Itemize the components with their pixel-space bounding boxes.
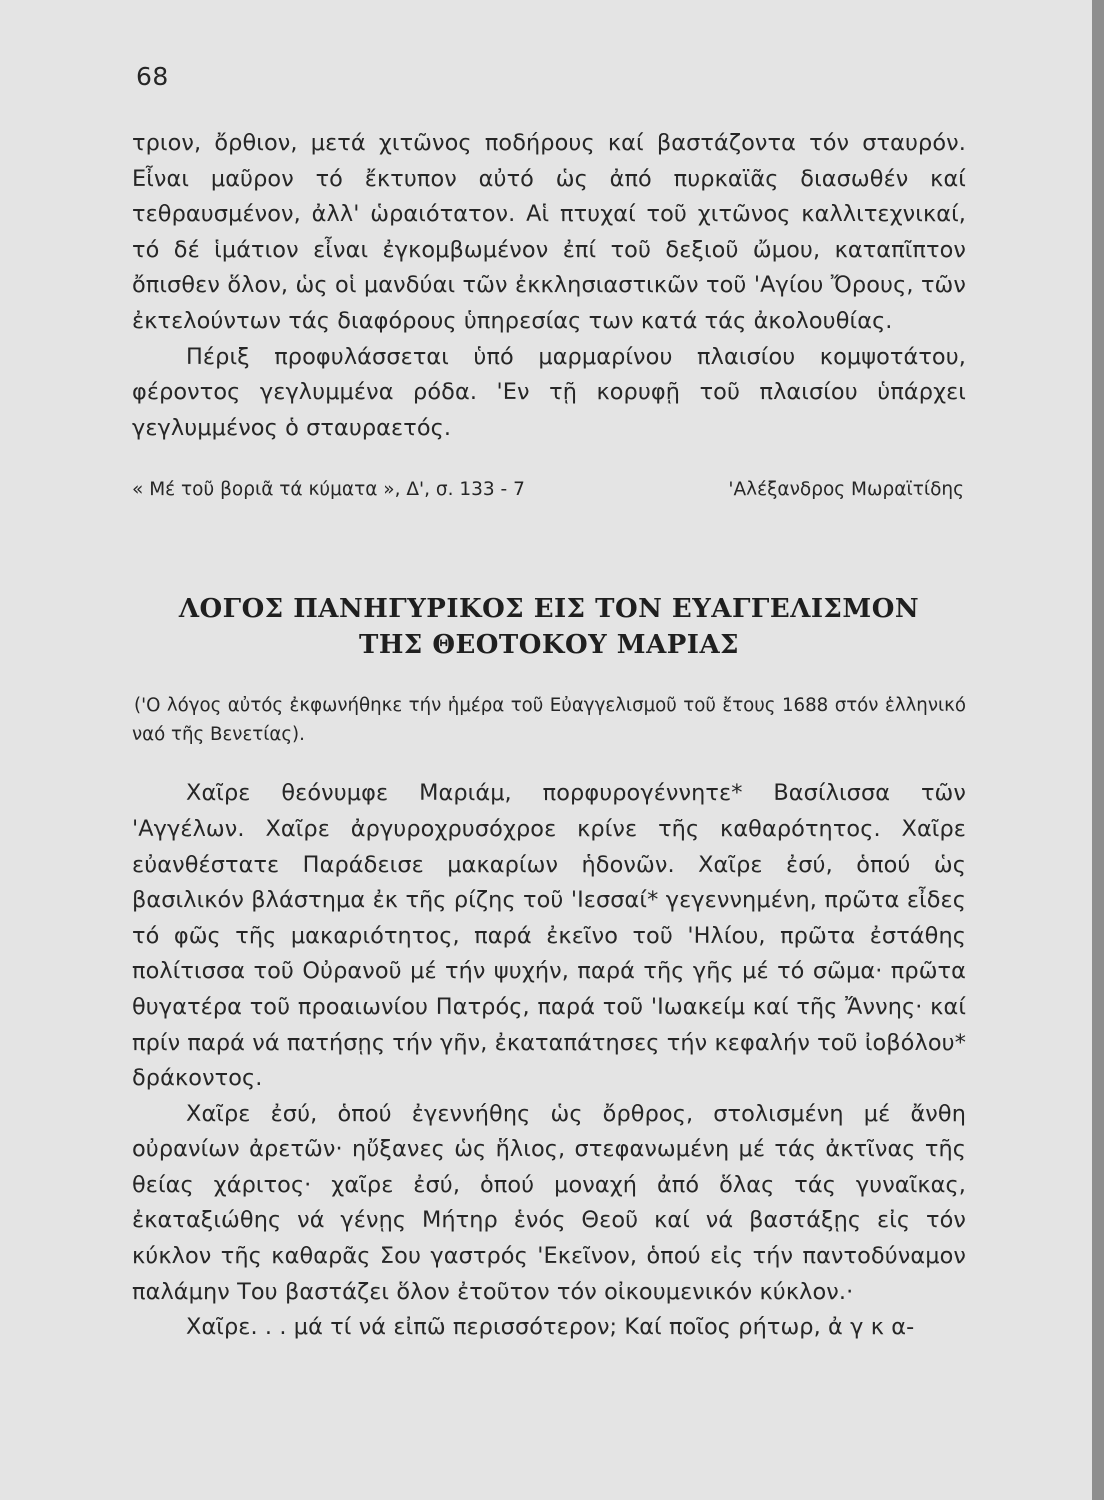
paragraph-frame: Πέριξ προφυλάσσεται ὑπό μαρμαρίνου πλαισίου κομψοτάτου, φέροντος γεγλυμμένα ρόδα. 'Εν τῇ κορυφῇ τοῦ πλαισίου ὑπάρχει γεγλυμμένος ὁ σταυραετός. xyxy=(132,343,966,441)
speech-paragraph-1: Χαῖρε θεόνυμφε Μαριάμ, πορφυρογέννητε* Βασίλισσα τῶν 'Αγγέλων. Χαῖρε ἀργυροχρυσόχροε κρίνε τῆς καθαρότητος. Χαῖρε εὐανθέστατε Παράδεισε μακαρίων ἡδονῶν. Χαῖρε ἐσύ, ὁπού ὡς βασιλικόν βλάστημα ἐκ τῆς ρίζης τοῦ 'Ιεσσαί* γεγεννημένη, πρῶτα εἶδες τό φῶς τῆς μακαριότητος, παρά ἐκεῖνο τοῦ 'Ηλίου, πρῶτα ἐστάθης πολίτισσα τοῦ Οὐρανοῦ μέ τήν ψυχήν, παρά τῆς γῆς μέ τό σῶμα· πρῶτα θυγατέρα τοῦ προαιωνίου Πατρός, παρά τοῦ 'Ιωακείμ καί τῆς Ἄννης· καί πρίν παρά νά πατήσῃς τήν γῆν, ἐκαταπάτησες τήν κεφαλήν τοῦ ἰοβόλου* δράκοντος. xyxy=(132,780,966,1092)
heading-line-1: ΛΟΓΟΣ ΠΑΝΗΓΥΡΙΚΟΣ ΕΙΣ ΤΟΝ ΕΥΑΓΓΕΛΙΣΜΟΝ xyxy=(178,594,920,625)
page-number: 68 xyxy=(136,62,169,91)
paragraph-description: τριον, ὄρθιον, μετά χιτῶνος ποδήρους καί βαστάζοντα τόν σταυρόν. Εἶναι μαῦρον τό ἔκτυπον αὐτό ὡς ἀπό πυρκαϊᾶς διασωθέν καί τεθραυσμένον, ἀλλ' ὡραιότατον. Αἱ πτυχαί τοῦ χιτῶνος καλλιτεχνικαί, τό δέ ἱμάτιον εἶναι ἐγκομβωμένον ἐπί τοῦ δεξιοῦ ὤμου, καταπῖπτον ὄπισθεν ὅλον, ὡς οἱ μανδύαι τῶν ἐκκλησιαστικῶν τοῦ 'Αγίου Ὄρους, τῶν ἐκτελούντων τάς διαφόρους ὑπηρεσίας των κατά τάς ἀκολουθίας. xyxy=(132,130,966,334)
source-citation: « Μέ τοῦ βοριᾶ τά κύματα », Δ', σ. 133 - 7 xyxy=(132,479,525,501)
speech-paragraph-2: Χαῖρε ἐσύ, ὁπού ἐγεννήθης ὡς ὄρθρος, στολισμένη μέ ἄνθη οὐρανίων ἀρετῶν· ηὔξανες ὡς ἥλιος, στεφανωμένη μέ τάς ἀκτῖνας τῆς θείας χάριτος· χαῖρε ἐσύ, ὁπού μοναχή ἀπό ὅλας τάς γυναῖκας, ἐκαταξιώθης νά γένῃς Μήτηρ ἑνός Θεοῦ καί νά βαστάξῃς εἰς τόν κύκλον τῆς καθαρᾶς Σου γαστρός 'Εκεῖνον, ὁπού εἰς τήν παντοδύναμον παλάμην Του βαστάζει ὅλον ἐτοῦτον τόν οἰκουμενικόν κύκλον.· xyxy=(132,1100,966,1305)
page-edge-shadow xyxy=(1092,0,1104,1500)
heading-line-2: ΤΗΣ ΘΕΟΤΟΚΟΥ ΜΑΡΙΑΣ xyxy=(358,630,740,661)
page-content xyxy=(132,126,966,1346)
source-author: 'Αλέξανδρος Μωραϊτίδης xyxy=(728,479,964,501)
source-line xyxy=(132,475,966,505)
speech-paragraph-3: Χαῖρε. . . μά τί νά εἰπῶ περισσότερον; Καί ποῖος ρήτωρ, ἀ γ κ α- xyxy=(186,1314,915,1341)
section-heading xyxy=(132,591,966,663)
heading-note: ('Ο λόγος αὐτός ἐκφωνήθηκε τήν ἡμέρα τοῦ Εὐαγγελισμοῦ τοῦ ἔτους 1688 στόν ἑλληνικό ναό τῆς Βενετίας). xyxy=(132,695,966,746)
speech-text xyxy=(132,776,966,1346)
